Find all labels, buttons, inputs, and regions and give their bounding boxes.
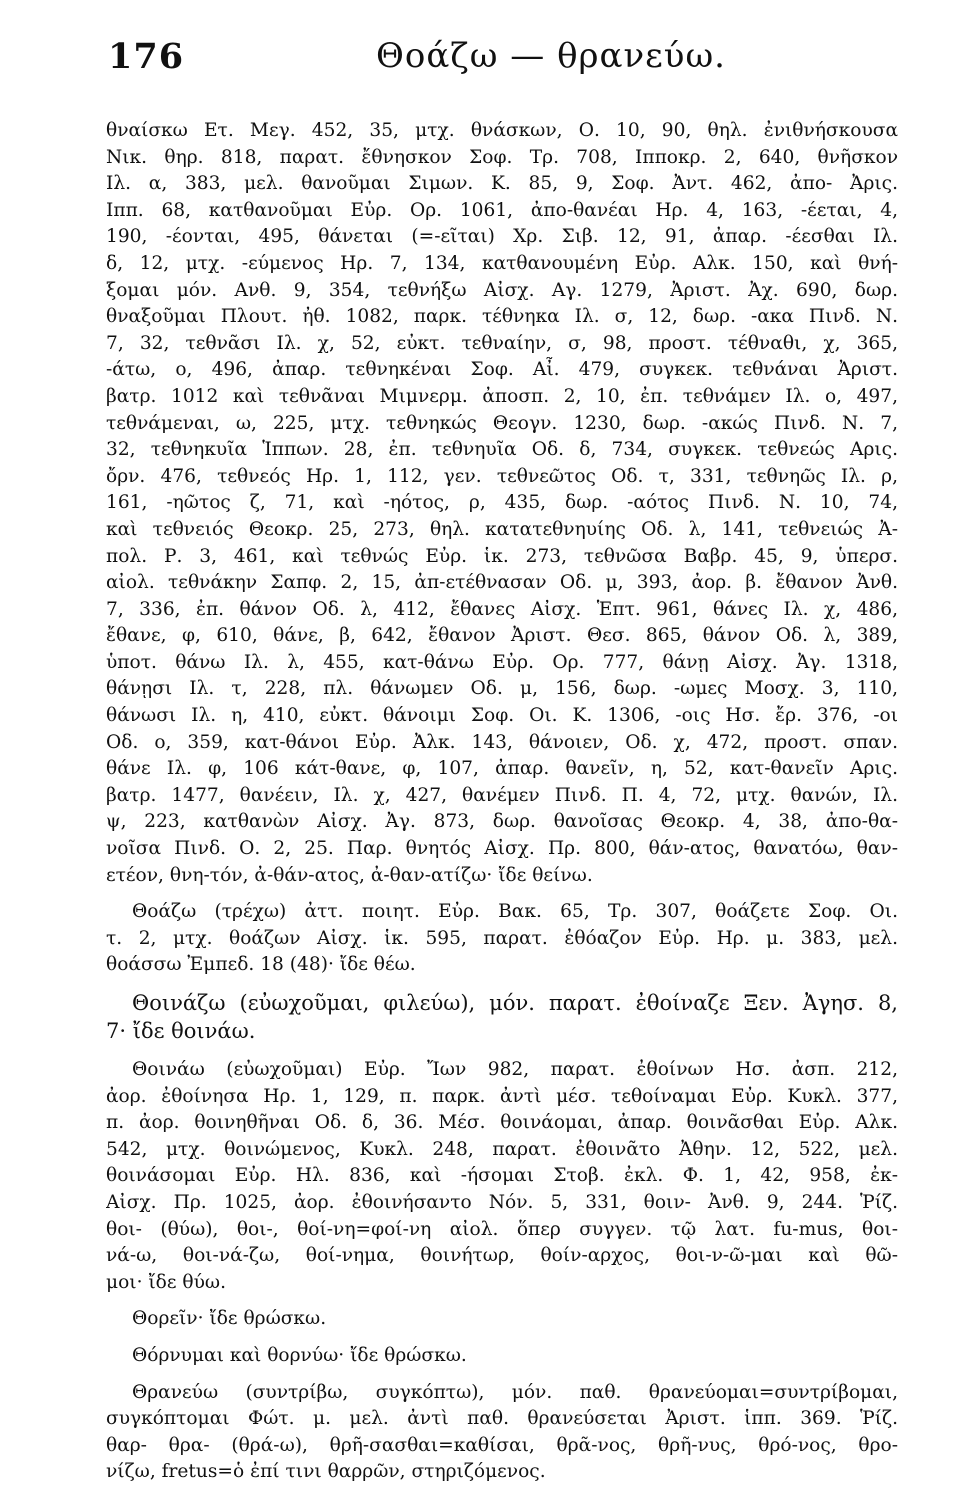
dictionary-entry [106, 1343, 898, 1370]
entry-line: θαρ- θρα- (θρά-ω), θρῆ-σασθαι=καθίσαι, θρᾶ-νος, θρῆ-νυς, θρό-νος, θρο- [106, 1434, 898, 1456]
entry-line: Αἰσχ. Πρ. 1025, ἀορ. ἐθοινήσαντο Νόν. 5, 331, θοιν- Ἀνθ. 9, 244. Ῥίζ. [106, 1191, 898, 1213]
page-header [106, 36, 894, 90]
entry-line: συγκόπτομαι Φώτ. μ. μελ. ἀντὶ παθ. θρανεύσεται Ἀριστ. ἱππ. 369. Ῥίζ. [106, 1408, 898, 1430]
entry-line: π. ἀορ. θοινηθῆναι Οδ. δ, 36. Μέσ. θοινάομαι, ἀπαρ. θοινᾶσθαι Εὐρ. Αλκ. [106, 1112, 898, 1134]
dictionary-entry [106, 1306, 898, 1333]
entry-line: πολ. Ρ. 3, 461, καὶ τεθνώς Εὐρ. ἱκ. 273, τεθνῶσα Βαβρ. 45, 9, ὑπερσ. [106, 545, 898, 567]
entry-line: 32, τεθνηκυῖα Ἱππων. 28, ἐπ. τεθνηυῖα Οδ. δ, 734, συγκεκ. τεθνεώς Αρις. [106, 439, 898, 461]
entry-line: θναίσκω Ετ. Μεγ. 452, 35, μτχ. θνάσκων, Ο. 10, 90, θηλ. ἐνιθνήσκουσα [106, 120, 898, 141]
entry-line: θάνε Ιλ. φ, 106 κάτ-θανε, φ, 107, ἀπαρ. θανεῖν, η, 52, κατ-θανεῖν Αρις. [106, 758, 898, 780]
entry-line: 7, 336, ἐπ. θάνον Οδ. λ, 412, ἔθανες Αἰσχ. Ἑπτ. 961, θάνες Ιλ. χ, 486, [106, 598, 898, 620]
entry-line: -άτω, ο, 496, ἀπαρ. τεθνηκέναι Σοφ. Αἶ. 479, συγκεκ. τεθνάναι Ἀριστ. [106, 359, 898, 381]
entry-line: θοινάσομαι Εὐρ. Ηλ. 836, καὶ -ήσομαι Στοβ. ἐκλ. Φ. 1, 42, 958, ἐκ- [106, 1165, 898, 1187]
running-head: Θοάζω — θρανεύω. [376, 36, 726, 76]
entry-line: θναξοῦμαι Πλουτ. ἠθ. 1082, παρκ. τέθνηκα Ιλ. σ, 12, δωρ. -ακα Πινδ. Ν. [106, 306, 898, 328]
entry-line: δ, 12, μτχ. -εύμενος Ηρ. 7, 134, κατθανουμένη Εὐρ. Αλκ. 150, καὶ θνή- [106, 252, 898, 274]
entry-line: Θορεῖν· ἴδε θρώσκω. [132, 1308, 327, 1330]
dictionary-entry [106, 1380, 898, 1486]
entry-line: Θοινάω (εὐωχοῦμαι) Εὐρ. Ἴων 982, παρατ. ἐθοίνων Ησ. ἀσπ. 212, [132, 1059, 898, 1080]
entry-line: θοάσσω Ἐμπεδ. 18 (48)· ἴδε θέω. [106, 954, 416, 976]
entry-line: Θρανεύω (συντρίβω, συγκόπτω), μόν. παθ. θρανεύομαι=συντρίβομαι, [132, 1381, 898, 1403]
entry-line: 190, -έονται, 495, θάνεται (=-εῖται) Χρ. Σιβ. 12, 91, ἀπαρ. -έεσθαι Ιλ. [106, 226, 898, 248]
entry-line: θάνωσι Ιλ. η, 410, εὐκτ. θάνοιμι Σοφ. Οι. Κ. 1306, -οις Ησ. ἔρ. 376, -οι [106, 705, 898, 727]
dictionary-entry [106, 899, 898, 979]
entry-line: νά-ω, θοι-νά-ζω, θοί-νημα, θοινήτωρ, θοίν-αρχος, θοι-ν-ῶ-μαι καὶ θῶ- [106, 1245, 898, 1267]
entry-line: Θοινάζω (εὐωχοῦμαι, φιλεύω), μόν. παρατ. ἐθοίναζε Ξεν. Ἀγησ. 8, [132, 991, 898, 1015]
entry-line: τ. 2, μτχ. θοάζων Αἰσχ. ἱκ. 595, παρατ. ἐθόαζον Εὐρ. Ηρ. μ. 383, μελ. [106, 927, 898, 949]
entry-line: καὶ τεθνειός Θεοκρ. 25, 273, θηλ. κατατεθνηυίης Οδ. λ, 141, τεθνειώς Ἀ- [106, 518, 898, 540]
entry-line: αἰολ. τεθνάκην Σαπφ. 2, 15, ἀπ-ετέθνασαν Οδ. μ, 393, ἀορ. β. ἔθανον Ἀνθ. [106, 572, 898, 594]
entry-line: Οδ. ο, 359, κατ-θάνοι Εὐρ. Ἀλκ. 143, θάνοιεν, Οδ. χ, 472, προστ. σπαν. [106, 731, 898, 753]
entry-line: νίζω, fretus=ὁ ἐπί τινι θαρρῶν, στηριζόμενος. [106, 1461, 546, 1483]
entry-line: ετέον, θνη-τόν, ἀ-θάν-ατος, ἀ-θαν-ατίζω· ἴδε θείνω. [106, 864, 593, 886]
entry-line: 542, μτχ. θοινώμενος, Κυκλ. 248, παρατ. ἐθοινᾶτο Ἀθην. 12, 522, μελ. [106, 1138, 898, 1160]
entry-line: θάνῃσι Ιλ. τ, 228, πλ. θάνωμεν Οδ. μ, 156, δωρ. -ωμες Μοσχ. 3, 110, [106, 678, 898, 700]
entry-line: ἀορ. ἐθοίνησα Ηρ. 1, 129, π. παρκ. ἀντὶ μέσ. τεθοίναμαι Εὐρ. Κυκλ. 377, [106, 1085, 898, 1107]
dictionary-entry [106, 1057, 898, 1296]
entry-line: Θοάζω (τρέχω) ἀττ. ποιητ. Εὐρ. Βακ. 65, Τρ. 307, θοάζετε Σοφ. Οι. [132, 901, 898, 923]
entry-line: τεθνάμεναι, ω, 225, μτχ. τεθνηκώς Θεογν. 1230, δωρ. -ακώς Πινδ. Ν. 7, [106, 412, 898, 434]
entry-line: βατρ. 1477, θανέειν, Ιλ. χ, 427, θανέμεν Πινδ. Π. 4, 72, μτχ. θανών, Ιλ. [106, 784, 898, 806]
entry-line: Θόρνυμαι καὶ θορνύω· ἴδε θρώσκω. [132, 1344, 467, 1366]
entry-line: Ιππ. 68, κατθανοῦμαι Εὐρ. Ορ. 1061, ἀπο-θανέαι Ηρ. 4, 163, -έεται, 4, [106, 199, 898, 221]
entry-line: ὑποτ. θάνω Ιλ. λ, 455, κατ-θάνω Εὐρ. Ορ. 777, θάνῃ Αἰσχ. Ἀγ. 1318, [106, 651, 898, 673]
entry-line: θοι- (θύω), θοι-, θοί-νη=φοί-νη αἰολ. ὅπερ συγγεν. τῷ λατ. fu-mus, θοι- [106, 1218, 898, 1240]
dictionary-entry [106, 118, 898, 889]
entry-line: 161, -ηῶτος ζ, 71, καὶ -ηότος, ρ, 435, δωρ. -αότος Πινδ. Ν. 10, 74, [106, 492, 898, 514]
entry-line: βατρ. 1012 καὶ τεθνᾶναι Μιμνερμ. ἀποσπ. 2, 10, ἐπ. τεθνάμεν Ιλ. ο, 497, [106, 385, 898, 407]
entry-line: νοῖσα Πινδ. Ο. 2, 25. Παρ. θνητός Αἰσχ. Πρ. 800, θάν-ατος, θανατόω, θαν- [106, 838, 898, 860]
entry-line: ἔθανε, φ, 610, θάνε, β, 642, ἔθανον Ἀριστ. Θεσ. 865, θάνον Οδ. λ, 389, [106, 625, 898, 647]
dictionary-body [106, 118, 898, 1486]
entry-line: Νικ. θηρ. 818, παρατ. ἔθνησκον Σοφ. Τρ. 708, Ιπποκρ. 2, 640, θνῆσκον [106, 146, 898, 168]
entry-line: ὄρν. 476, τεθνεός Ηρ. 1, 112, γεν. τεθνεῶτος Οδ. τ, 331, τεθνηῶς Ιλ. ρ, [106, 465, 898, 487]
entry-line: Ιλ. α, 383, μελ. θανοῦμαι Σιμων. Κ. 85, 9, Σοφ. Ἀντ. 462, ἀπο- Ἀρις. [106, 173, 898, 195]
page-number: 176 [108, 36, 185, 77]
entry-line: 7· ἴδε θοινάω. [106, 1019, 256, 1043]
entry-line: 7, 32, τεθνᾶσι Ιλ. χ, 52, εὐκτ. τεθναίην, σ, 98, προστ. τέθναθι, χ, 365, [106, 332, 898, 354]
dictionary-entry [106, 989, 898, 1045]
entry-line: μοι· ἴδε θύω. [106, 1271, 226, 1293]
entry-line: ξομαι μόν. Ανθ. 9, 354, τεθνήξω Αἰσχ. Αγ. 1279, Ἀριστ. Ἀχ. 690, δωρ. [106, 279, 898, 301]
entry-line: ψ, 223, κατθανὼν Αἰσχ. Ἀγ. 873, δωρ. θανοῖσας Θεοκρ. 4, 38, ἀπο-θα- [106, 811, 898, 833]
